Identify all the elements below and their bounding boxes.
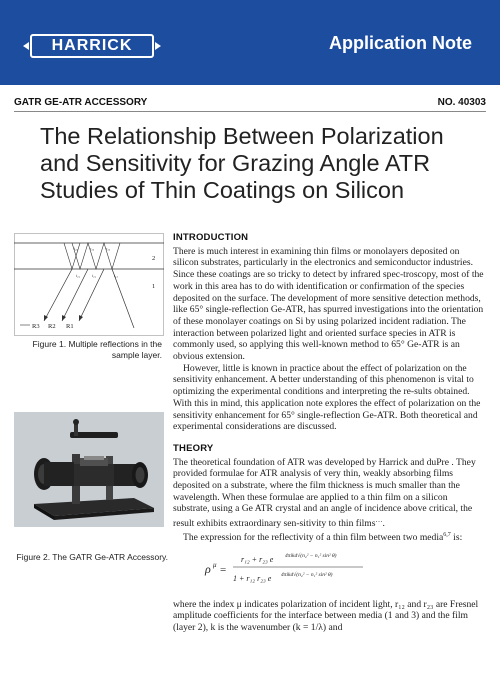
theory-heading: THEORY (173, 442, 214, 454)
layer-2-label: 2 (152, 255, 156, 262)
page-title: The Relationship Between Polarization and Sensitivity for Grazing Angle ATR Studies of Thin Coatings on Silicon (40, 123, 444, 203)
harrick-logo[interactable] (30, 34, 154, 58)
svg-text:1 + r₁₂ r₂₃ e: 1 + r₁₂ r₂₃ e (233, 573, 272, 583)
logo-right-arrow-icon (155, 42, 161, 50)
svg-text:t₂₁: t₂₁ (76, 273, 80, 278)
figure-2-caption: Figure 2. The GATR Ge-ATR Accessory. (16, 552, 168, 562)
svg-text:μ: μ (213, 560, 217, 569)
svg-text:t₂₁: t₂₁ (92, 273, 96, 278)
figure-1-caption: Figure 1. Multiple reflections in the sample layer. (32, 339, 162, 360)
theory-paragraph-2-text: The expression for the reflectivity of a thin film between two media (183, 532, 444, 544)
introduction-heading: INTRODUCTION (173, 232, 249, 243)
svg-text:r₂₃: r₂₃ (106, 246, 111, 251)
theory-paragraph-2-end: is: (450, 532, 463, 544)
product-name: GATR GE-ATR ACCESSORY (14, 97, 148, 108)
reflection-diagram (14, 233, 164, 336)
r1-label: R1 (66, 323, 74, 330)
svg-text:=: = (220, 563, 227, 576)
theory-paragraph-1: The theoretical foundation of ATR was developed by Harrick and duPre . They provided formulae for ATR analysis of very thin, weakly absorbing films deposited on a substrate, where the film thickness is much smaller than the wavelength. When these formulae are applied to a thin film on a silicon substrate, using a Ge ATR crystal and an angle of incidence above critical, the result exhibits extraordinary sen-sitivity to thin films…. (173, 456, 476, 530)
reference-superscript: 6,7 (443, 532, 451, 539)
logo-left-arrow-icon (23, 42, 29, 50)
svg-text:4πikd√(n₂² − n₁² sin² θ): 4πikd√(n₂² − n₁² sin² θ) (285, 552, 337, 559)
r3-label: R3 (32, 323, 40, 330)
logo-text: HARRICK (30, 34, 154, 58)
theory-paragraph-1-text: The theoretical foundation of ATR was developed by Harrick and duPre . They provided formulae for ATR analysis of very thin, weakly absorbing films deposited on a substrate, where the film thickness is much smaller than the wavelength. When these formulae are applied to a thin film on a silicon substrate, using a Ge ATR crystal and an angle of incidence above critical, the result exhibits extraordinary sen-sitivity to thin films (173, 456, 476, 530)
intro-paragraph-2: However, little is known in practice about the effect of polarization on the sensitivity enhancement. A better understanding of this phenomenon is vital to optimizing the experimental conditions and interpreting the re-sults obtained. With this in mind, this application note explores the effect of polarization on the sensitivity enhancement for 65° single-reflection Ge-ATR. Both theoretical and experimental considerations are discussed. (173, 362, 481, 433)
header-bar (0, 0, 500, 85)
application-note-label: Application Note (329, 33, 472, 53)
svg-text:ρ: ρ (205, 561, 211, 576)
gatr-accessory-photo (14, 412, 164, 527)
svg-text:r₁₂ + r₂₃ e: r₁₂ + r₂₃ e (241, 554, 274, 564)
r2-label: R2 (48, 323, 56, 330)
svg-text:r₂₃: r₂₃ (90, 246, 95, 251)
svg-text:4πikd√(n₂² − n₁² sin² θ): 4πikd√(n₂² − n₁² sin² θ) (281, 571, 333, 578)
svg-text:t₁₂: t₁₂ (114, 273, 118, 278)
intro-paragraph-1: There is much interest in examining thin films or monolayers deposited on silicon substrates, particularly in the electronics and semiconductor industries. Since these coatings are so tricky to detect by infrared spec-troscopy, most of the work in this area has to do with identification or confirmation of the species deposited on the surface. The development of more sensitive detection methods, like 65° single-reflection Ge-ATR, has spurred investigations into the orientation of these monolayer coatings on Si by using polarized incident radiation. The interaction between polarized light and oriented surface species in ATR is commonly used, so applying this well-known method to 65° Ge-ATR is an obvious extension. (173, 245, 484, 363)
theory-paragraph-2 (173, 530, 486, 544)
layer-1-label: 1 (152, 283, 156, 290)
theory-paragraph-3: where the index μ indicates polarization of incident light, r₁₂ and r₂₃ are Fresnel amplitude coefficients for the interface between media (1 and 3) and the film (layer 2), k is the wavenumber (k = 1/λ) and (173, 598, 479, 634)
header-divider (14, 111, 486, 112)
reflectivity-formula (173, 546, 486, 592)
body-column (173, 232, 486, 634)
note-number: NO. 40303 (437, 97, 486, 108)
svg-text:t₂₃: t₂₃ (74, 246, 78, 251)
